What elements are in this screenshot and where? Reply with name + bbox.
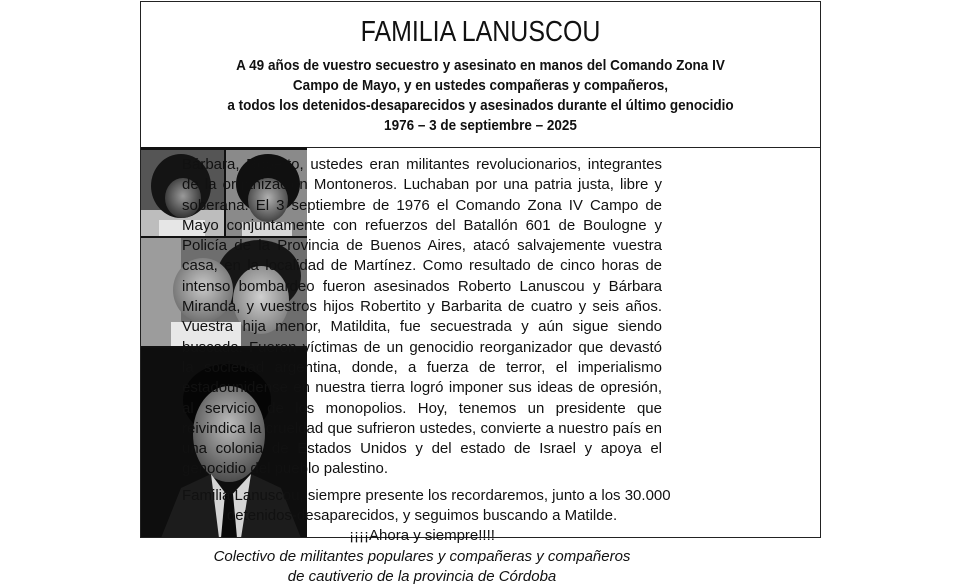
closing-block (182, 486, 671, 587)
notice-header (141, 2, 820, 148)
subtitle-dates: 1976 – 3 de septiembre – 2025 (384, 117, 577, 134)
notice-title: FAMILIA LANUSCOU (360, 16, 601, 48)
signature-line-2: de cautiverio de la provincia de Córdoba (287, 567, 557, 585)
signature-line-1: Colectivo de militantes populares y compañeras y compañeros (213, 547, 631, 565)
closing-slogan: ¡¡¡¡Ahora y siempre!!!! (349, 527, 495, 545)
tribute-paragraph: Bárbara, Roberto, ustedes eran militantes revolucionarios, integrantes de la organización Montoneros. Luchaban por una patria justa, libre y soberana. El 3 septiembre de 1976 el Comando Zona IV Campo de Mayo conjuntamente con refuerzos del Batallón 601 de Boulogne y Policía de la Provincia de Buenos Aires, atacó salvajemente vuestra casa, en la localidad de Martínez. Como resultado de cinco horas de intenso bombardeo fueron asesinados Roberto Lanuscou y Bárbara Miranda, y vuestros hijos Robertito y Barbarita de cuatro y seis años. Vuestra hija menor, Matildita, fue secuestrada y aún sigue siendo buscada. Fueron víctimas de un genocidio reorganizador que devastó la sociedad argentina, donde, a fuerza de terror, el imperialismo estadounidense en nuestra tierra logró imponer sus ideas de opresión, al servicio de los monopolios. Hoy, tenemos un presidente que reivindica la crueldad que sufrieron ustedes, convierte a nuestro país en una colonia de Estados Unidos y del estado de Israel y apoya el genocidio del pueblo palestino. (182, 156, 662, 478)
closing-line-1: Familia Lanuscou, siempre presente los recordaremos, junto a los 30.000 (182, 486, 671, 504)
subtitle-line-3: a todos los detenidos-desaparecidos y asesinados durante el último genocidio (227, 97, 734, 114)
notice-body (182, 155, 671, 587)
subtitle-line-1: A 49 años de vuestro secuestro y asesinato en manos del Comando Zona IV (236, 57, 725, 74)
subtitle-line-2: Campo de Mayo, y en ustedes compañeras y compañeros, (292, 77, 669, 94)
closing-line-2: detenidos-desaparecidos, y seguimos buscando a Matilde. (226, 507, 618, 525)
